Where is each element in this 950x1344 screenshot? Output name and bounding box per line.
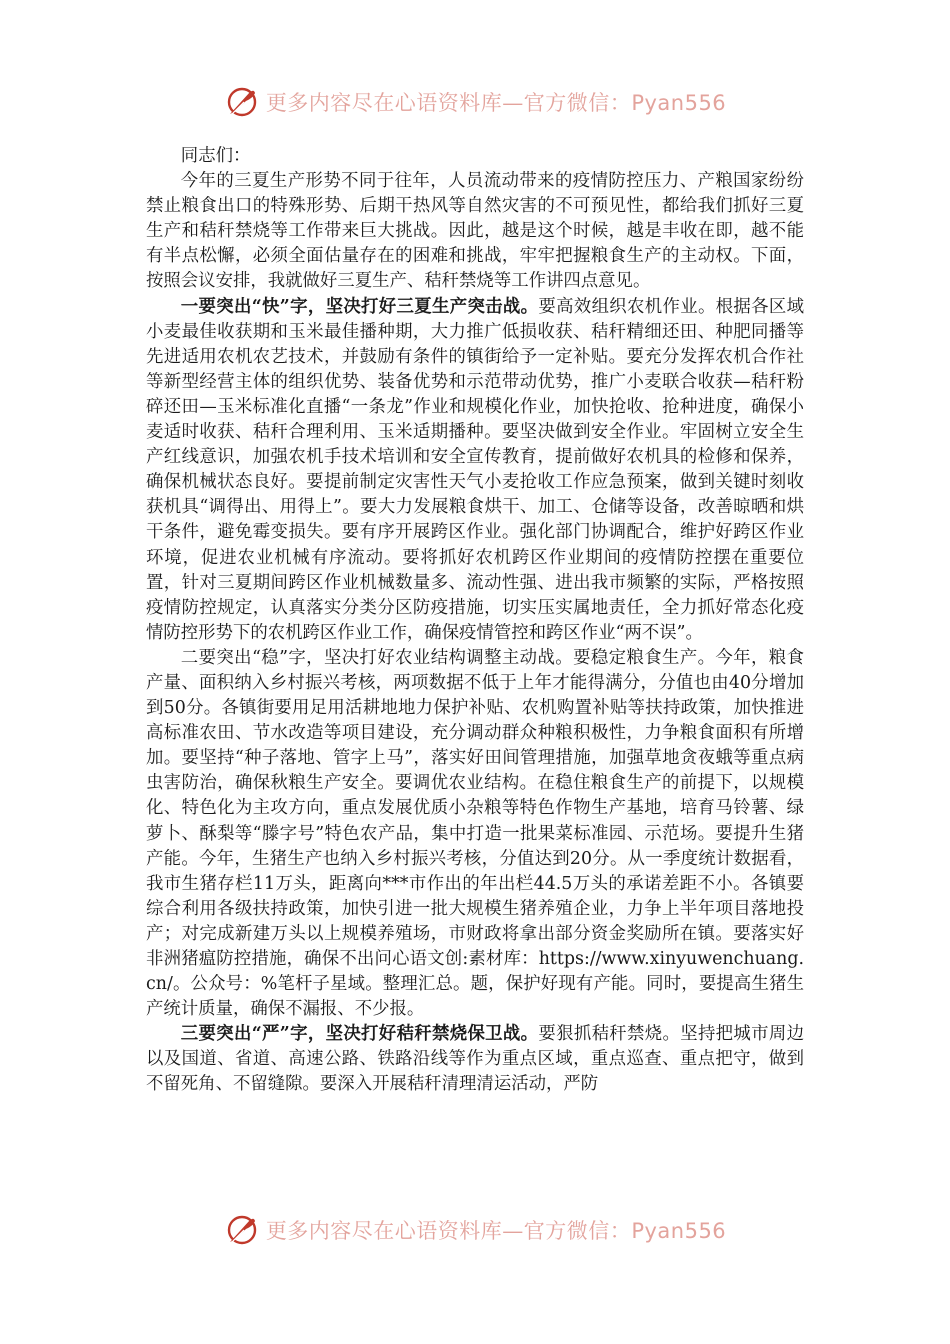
quill-logo-icon: [224, 1212, 260, 1248]
footer-banner: [0, 1208, 950, 1252]
section3-heading: 三要突出“严”字，坚决打好秸秆禁烧保卫战。: [180, 1024, 539, 1045]
section3-paragraph: [146, 1022, 804, 1097]
section2-paragraph: 二要突出“稳”字，坚决打好农业结构调整主动战。要稳定粮食生产。今年，粮食产量、面积纳入乡村振兴考核，两项数据不低于上年才能得满分，分值也由40分增加到50分。各镇街要用足用活耕地地力保护补贴、农机购置补贴等扶持政策，加快推进高标准农田、节水改造等项目建设，充分调动群众种粮积极性，力争粮食面积有所增加。要坚持“种子落地、管字上马”，落实好田间管理措施，加强草地贪夜蛾等重点病虫害防治，确保秋粮生产安全。要调优农业结构。在稳住粮食生产的前提下，以规模化、特色化为主攻方向，重点发展优质小杂粮等特色作物生产基地，培育马铃薯、绿萝卜、酥梨等“滕字号”特色农产品，集中打造一批果菜标准园、示范场。要提升生猪产能。今年，生猪生产也纳入乡村振兴考核，分值达到20分。从一季度统计数据看，我市生猪存栏11万头，距离向***市作出的年出栏44.5万头的承诺差距不小。各镇要综合利用各级扶持政策，加快引进一批大规模生猪养殖企业，力争上半年项目落地投产；对完成新建万头以上规模养殖场，市财政将拿出部分资金奖励所在镇。要落实好非洲猪瘟防控措施，确保不出问心语文创:素材库：https://www.xinyuwenchuang.cn/。公众号：%笔杆子星域。整理汇总。题，保护好现有产能。同时，要提高生猪生产统计质量，确保不漏报、不少报。: [146, 647, 804, 1020]
section1-heading: 一要突出“快”字，坚决打好三夏生产突击战。: [180, 296, 539, 317]
header-banner-text: 更多内容尽在心语资料库—官方微信：Pyan556: [265, 91, 727, 115]
intro-paragraph: 今年的三夏生产形势不同于往年，人员流动带来的疫情防控压力、产粮国家纷纷禁止粮食出口的特殊形势、后期干热风等自然灾害的不可预见性，都给我们抓好三夏生产和秸秆禁烧等工作带来巨大挑战。因此，越是这个时候，越是丰收在即，越不能有半点松懈，必须全面估量存在的困难和挑战，牢牢把握粮食生产的主动权。下面，按照会议安排，我就做好三夏生产、秸秆禁烧等工作讲四点意见。: [146, 171, 804, 292]
quill-logo-icon: [224, 84, 260, 120]
header-wechat-id: Pyan556: [631, 91, 727, 115]
salutation: 同志们：: [180, 146, 251, 166]
header-banner: [0, 80, 950, 124]
footer-banner-text: 更多内容尽在心语资料库—官方微信：Pyan556: [265, 1219, 727, 1243]
document-body: [146, 144, 804, 1098]
section1-body: 要高效组织农机作业。根据各区域小麦最佳收获期和玉米最佳播种期，大力推广低损收获、秸秆精细还田、种肥同播等先进适用农机农艺技术，并鼓励有条件的镇街给予一定补贴。要充分发挥农机合作社等新型经营主体的组织优势、装备优势和示范带动优势，推广小麦联合收获—秸秆粉碎还田—玉米标准化直播“一条龙”作业和规模化作业，加快抢收、抢种进度，确保小麦适时收获、秸秆合理利用、玉米适期播种。要坚决做到安全作业。牢固树立安全生产红线意识，加强农机手技术培训和安全宣传教育，提前做好农机具的检修和保养，确保机械状态良好。要提前制定灾害性天气小麦抢收工作应急预案，做到关键时刻收获机具“调得出、用得上”。要大力发展粮食烘干、加工、仓储等设备，改善晾晒和烘干条件，避免霉变损失。要有序开展跨区作业。强化部门协调配合，维护好跨区作业环境，促进农业机械有序流动。要将抓好农机跨区作业期间的疫情防控摆在重要位置，针对三夏期间跨区作业机械数量多、流动性强、进出我市频繁的实际，严格按照疫情防控规定，认真落实分类分区防疫措施，切实压实属地责任，全力抓好常态化疫情防控形势下的农机跨区作业工作，确保疫情管控和跨区作业“两不误”。: [146, 296, 804, 643]
section1-paragraph: [146, 295, 804, 646]
footer-wechat-id: Pyan556: [631, 1219, 727, 1243]
section3-body: 要狠抓秸秆禁烧。坚持把城市周边以及国道、省道、高速公路、铁路沿线等作为重点区域，重点巡查、重点把守，做到不留死角、不留缝隙。要深入开展秸秆清理清运活动，严防: [146, 1024, 804, 1095]
